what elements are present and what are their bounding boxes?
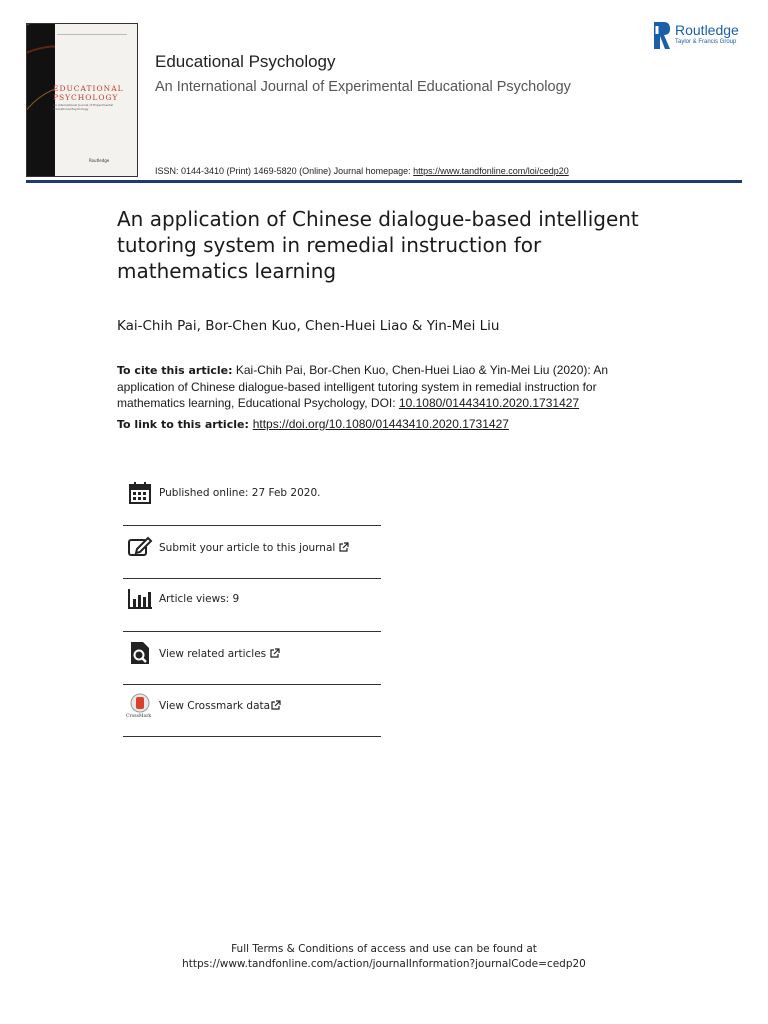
- info-divider: [123, 736, 381, 737]
- publisher-logo[interactable]: [654, 22, 746, 50]
- submit-article-label: Submit your article to this journal: [159, 542, 336, 554]
- submit-article-link[interactable]: [159, 542, 349, 554]
- issn-line: [155, 166, 569, 176]
- crossmark-row[interactable]: [123, 690, 381, 742]
- info-divider: [123, 631, 381, 632]
- calendar-icon: [127, 480, 153, 506]
- article-authors: Kai-Chih Pai, Bor-Chen Kuo, Chen-Huei Liao & Yin-Mei Liu: [117, 318, 500, 334]
- header-divider: [26, 180, 742, 183]
- journal-cover-image: [26, 23, 138, 177]
- publisher-name: Routledge: [675, 22, 739, 38]
- article-doi-url-link[interactable]: https://doi.org/10.1080/01443410.2020.1731427: [252, 417, 509, 431]
- routledge-logo-icon: [654, 22, 670, 49]
- issn-text: ISSN: 0144-3410 (Print) 1469-5820 (Online) Journal homepage:: [155, 166, 414, 176]
- external-link-icon: [339, 542, 349, 552]
- article-views: Article views: 9: [159, 593, 240, 605]
- cite-text: Kai-Chih Pai, Bor-Chen Kuo, Chen-Huei Liao & Yin-Mei Liu (2020): An application of Chinese dialogue-based intelligent tutoring system in remedial instruction for mathematics learning, Educational Psychology, DOI:: [117, 363, 609, 410]
- article-views-row: [123, 584, 381, 636]
- cite-label: To cite this article:: [117, 364, 233, 377]
- article-title: An application of Chinese dialogue-based intelligent tutoring system in remedial instruction for mathematics learning: [117, 207, 639, 283]
- citation-block: [117, 362, 617, 411]
- info-divider: [123, 684, 381, 685]
- publisher-group: Taylor & Francis Group: [675, 39, 737, 45]
- link-label: To link to this article:: [117, 418, 253, 431]
- related-articles-label: View related articles: [159, 648, 267, 660]
- footer-terms-text: Full Terms & Conditions of access and use can be found at: [231, 943, 537, 955]
- crossmark-link[interactable]: [159, 700, 281, 712]
- footer-terms-link[interactable]: https://www.tandfonline.com/action/journalInformation?journalCode=cedp20: [182, 958, 586, 970]
- edit-icon: [127, 534, 153, 560]
- bar-chart-icon: [127, 586, 153, 612]
- external-link-icon: [270, 648, 280, 658]
- cover-title-line1: EDUCATIONAL: [53, 84, 124, 93]
- journal-title: Educational Psychology: [155, 52, 336, 71]
- cover-logo: Routledge: [89, 158, 110, 163]
- info-divider: [123, 525, 381, 526]
- cover-subtitle: An International Journal of Experimental Educational Psychology: [53, 103, 114, 111]
- submit-article-row[interactable]: [123, 532, 381, 584]
- external-link-icon: [271, 700, 281, 710]
- document-search-icon: [127, 640, 153, 666]
- footer: [0, 942, 768, 972]
- cover-title-line2: PSYCHOLOGY: [53, 93, 119, 102]
- published-date: Published online: 27 Feb 2020.: [159, 487, 321, 499]
- crossmark-icon-caption: CrossMark: [126, 714, 152, 719]
- doi-link[interactable]: 10.1080/01443410.2020.1731427: [398, 396, 580, 410]
- related-articles-link[interactable]: [159, 648, 280, 660]
- crossmark-label: View Crossmark data: [159, 700, 271, 712]
- journal-homepage-link[interactable]: https://www.tandfonline.com/loi/cedp20: [413, 166, 569, 176]
- article-link-block: [117, 417, 509, 431]
- related-articles-row[interactable]: [123, 638, 381, 690]
- published-online-row: [123, 478, 381, 530]
- journal-subtitle: An International Journal of Experimental Educational Psychology: [155, 79, 571, 95]
- info-divider: [123, 578, 381, 579]
